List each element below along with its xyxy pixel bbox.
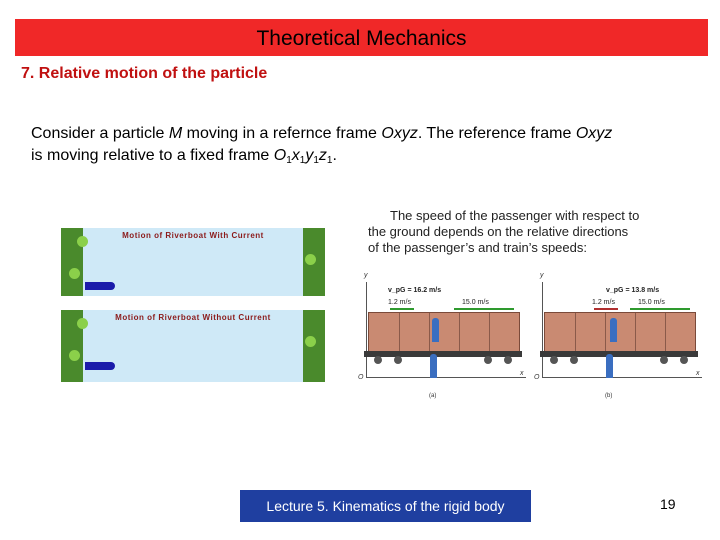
train-car <box>544 312 696 352</box>
train-figure-b: y x O v_pG = 13.8 m/s 1.2 m/s 15.0 m/s (b) <box>530 270 705 400</box>
train-arrow <box>630 308 690 310</box>
velocity-label: v_pG = 16.2 m/s <box>388 287 442 294</box>
wheel-icon <box>680 356 688 364</box>
x-axis <box>366 377 526 378</box>
train-figure-a: y x O v_pG = 16.2 m/s 1.2 m/s 15.0 m/s (a) <box>354 270 529 400</box>
riverboat-icon <box>85 282 115 290</box>
riverboat-without-current-animation <box>61 310 325 382</box>
ground-observer-icon <box>606 354 613 378</box>
train-chassis <box>540 351 698 357</box>
x-axis <box>542 377 702 378</box>
riverboat-icon <box>85 362 115 370</box>
animation-caption: Motion of Riverboat Without Current <box>115 313 271 322</box>
wheel-icon <box>570 356 578 364</box>
title-bar <box>15 19 708 56</box>
tree-icon <box>305 336 316 347</box>
passenger-icon <box>610 318 617 342</box>
passenger-arrow <box>390 308 414 310</box>
lecture-footer <box>240 490 531 522</box>
wheel-icon <box>660 356 668 364</box>
y-axis <box>542 282 543 377</box>
passenger-arrow <box>594 308 618 310</box>
tree-icon <box>69 268 80 279</box>
intro-paragraph: Consider a particle M moving in a refernce frame Oxyz. The reference frame Oxyz is moving relative to a fixed frame $O_1x_1y_1z_1$. <box>31 125 613 166</box>
train-speed-label: 15.0 m/s <box>462 299 489 306</box>
speed-note: The speed of the passenger with respect to the ground depends on the relative directions of the passenger’s and train’s speeds: <box>368 208 640 255</box>
passenger-speed-label: 1.2 m/s <box>592 299 615 306</box>
train-speed-label: 15.0 m/s <box>638 299 665 306</box>
train-arrow <box>454 308 514 310</box>
section-heading: 7. Relative motion of the particle <box>21 65 268 82</box>
wheel-icon <box>550 356 558 364</box>
velocity-label: v_pG = 13.8 m/s <box>606 287 660 294</box>
wheel-icon <box>394 356 402 364</box>
wheel-icon <box>374 356 382 364</box>
page-number: 19 <box>660 496 676 512</box>
lecture-title: Lecture 5. Kinematics of the rigid body <box>266 498 505 514</box>
tree-icon <box>305 254 316 265</box>
train-car <box>368 312 520 352</box>
wheel-icon <box>484 356 492 364</box>
passenger-speed-label: 1.2 m/s <box>388 299 411 306</box>
train-chassis <box>364 351 522 357</box>
ground-observer-icon <box>430 354 437 378</box>
slide-title: Theoretical Mechanics <box>256 27 467 50</box>
tree-icon <box>69 350 80 361</box>
passenger-icon <box>432 318 439 342</box>
animation-caption: Motion of Riverboat With Current <box>122 231 264 240</box>
wheel-icon <box>504 356 512 364</box>
y-axis <box>366 282 367 377</box>
riverboat-with-current-animation <box>61 228 325 296</box>
